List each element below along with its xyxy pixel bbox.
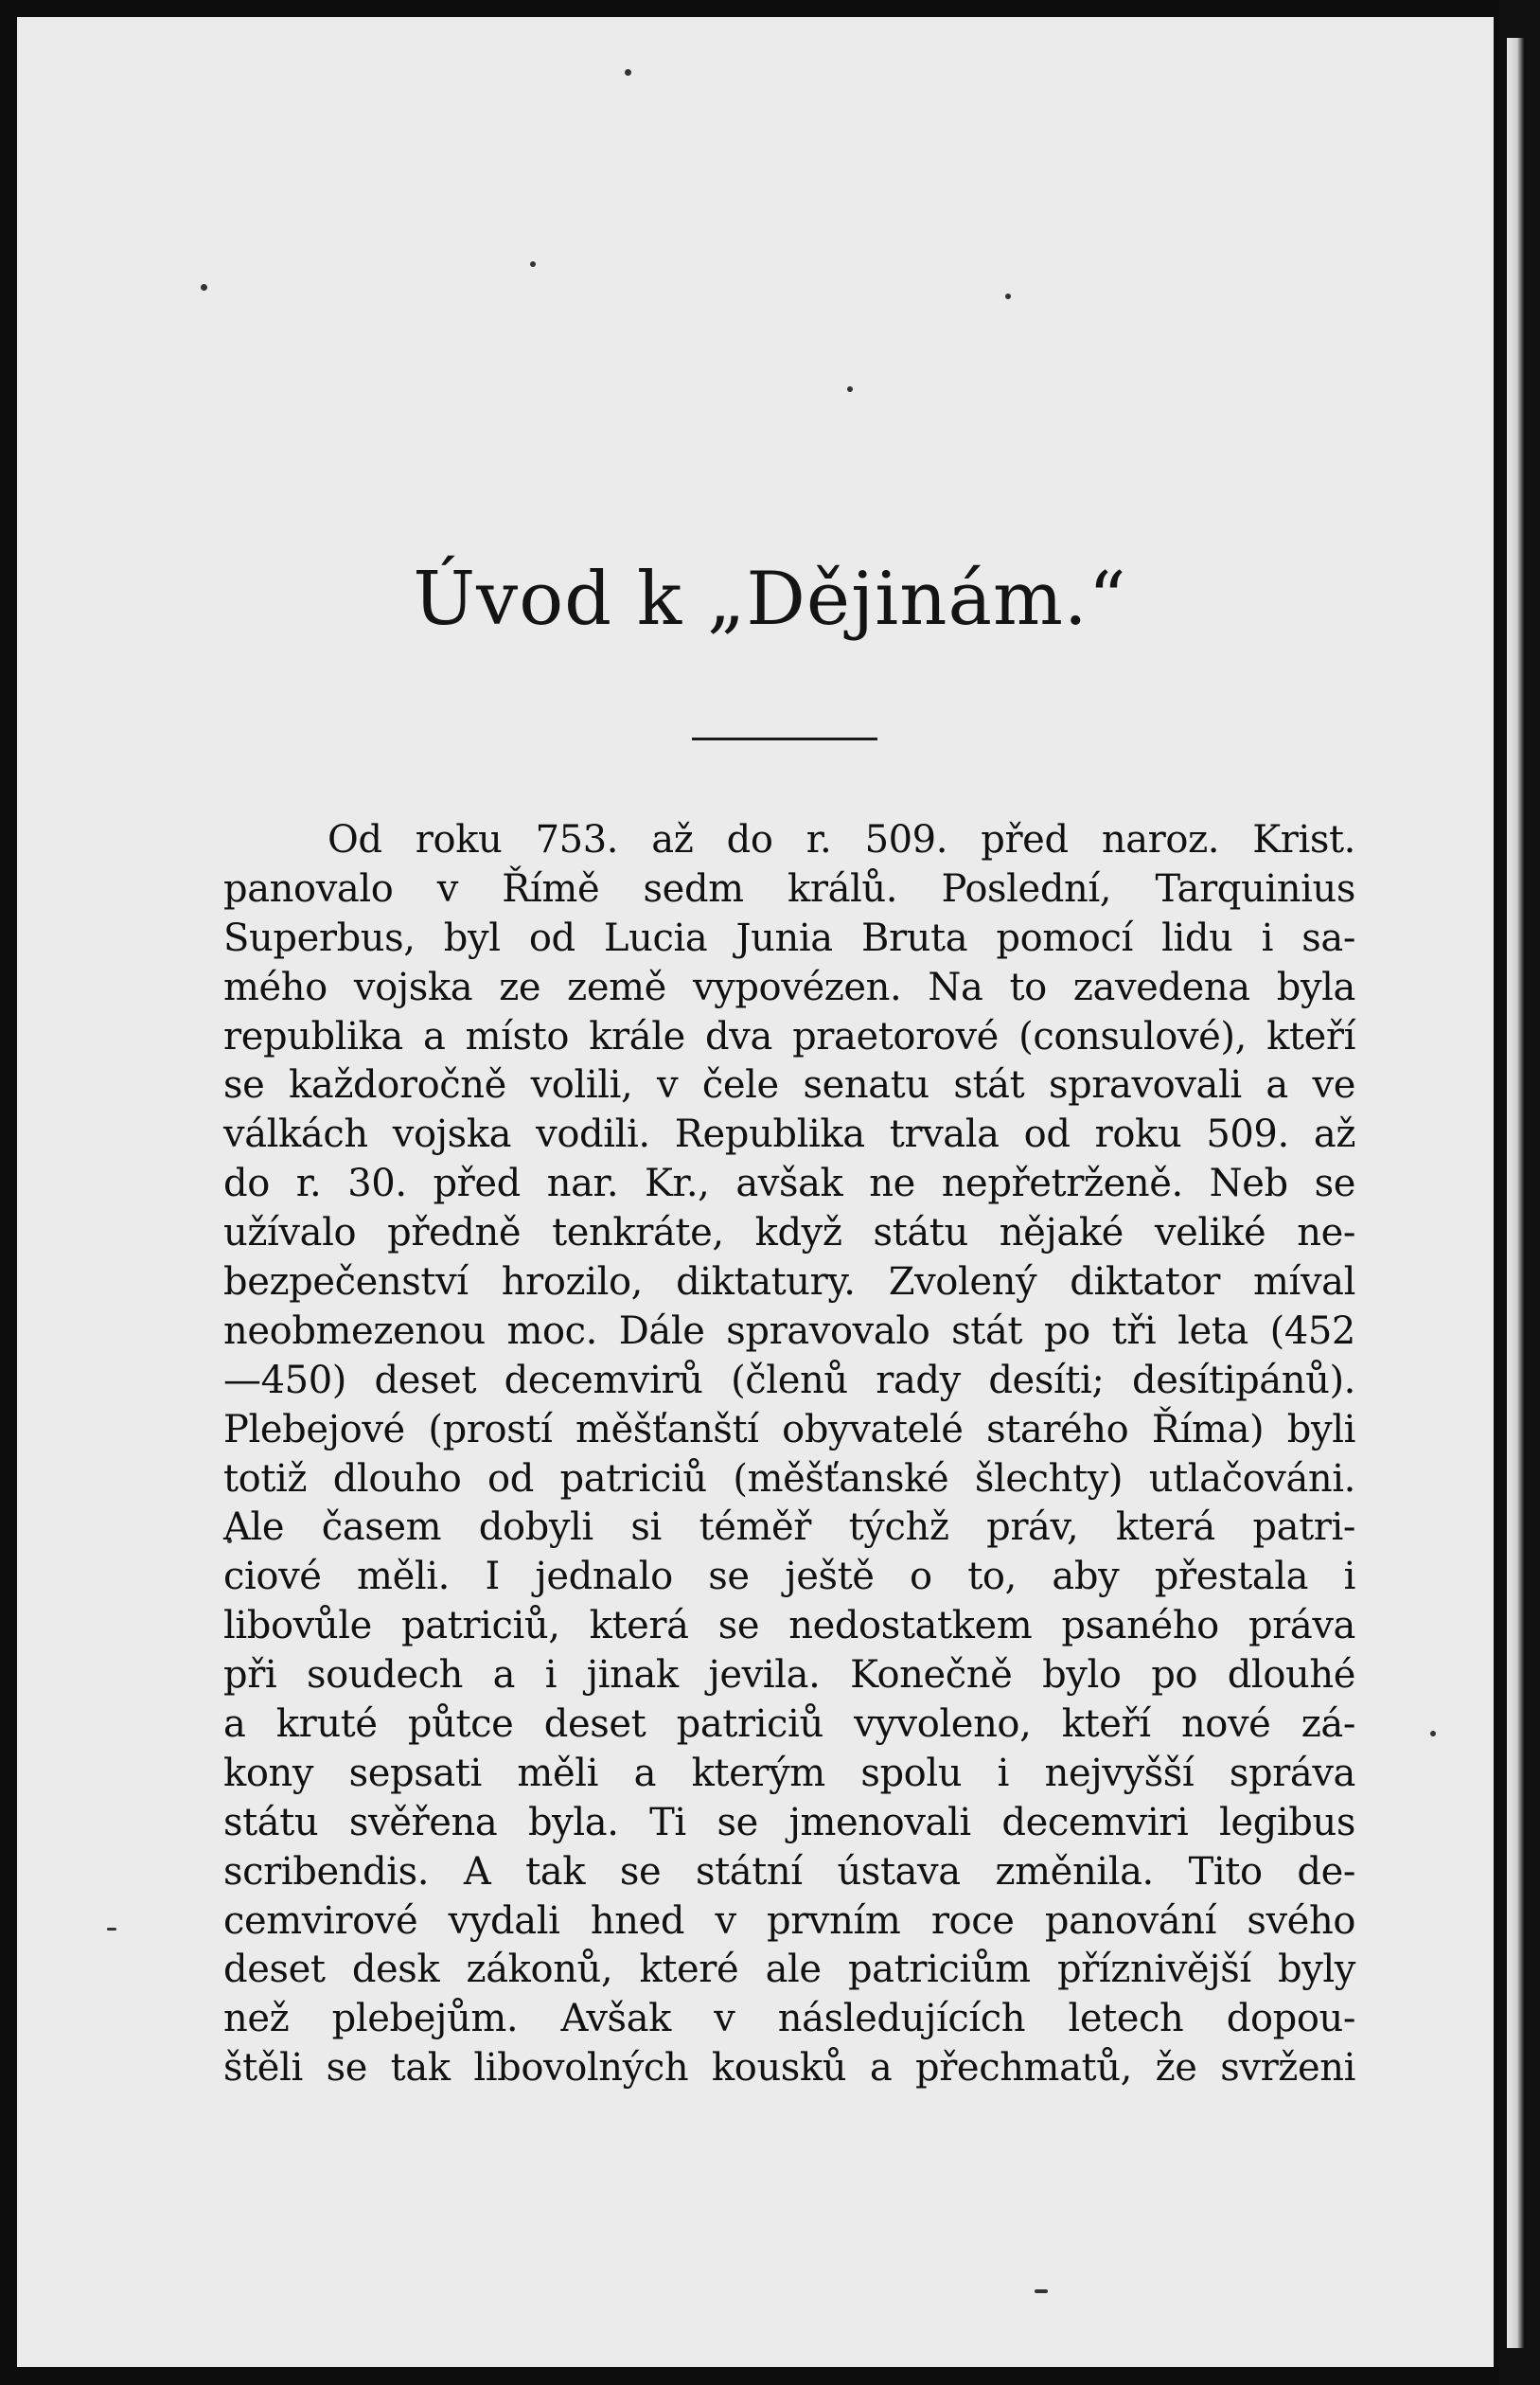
text-line: mého vojska ze země vypovézen. Na to zavedena byla bbox=[223, 965, 1355, 1009]
text-line: Ale časem dobyli si téměř týchž práv, která patri- bbox=[223, 1505, 1355, 1550]
scan-speck bbox=[1005, 294, 1011, 299]
text-line: neobmezenou moc. Dále spravovalo stát po tři leta (452 bbox=[223, 1308, 1355, 1353]
scan-speck bbox=[1430, 1731, 1436, 1736]
text-line: ciové měli. I jednalo se ještě o to, aby přestala i bbox=[223, 1555, 1355, 1599]
scan-speck bbox=[530, 261, 536, 267]
title-divider bbox=[692, 738, 877, 740]
text-line: cemvirové vydali hned v prvním roce panování svého bbox=[223, 1898, 1355, 1943]
next-page-edge bbox=[1507, 38, 1524, 2348]
text-line: užívalo předně tenkráte, když státu nějaké veliké ne- bbox=[223, 1211, 1355, 1255]
text-line: republika a místo krále dva praetorové (consulové), kteří bbox=[223, 1014, 1355, 1059]
scan-speck bbox=[847, 386, 853, 392]
text-line: —450) deset decemvirů (členů rady desíti; desítipánů). bbox=[223, 1358, 1355, 1402]
text-line: deset desk zákonů, které ale patriciům příznivější byly bbox=[223, 1948, 1355, 1992]
scan-speck bbox=[201, 284, 207, 291]
text-line: válkách vojska vodili. Republika trvala od roku 509. až bbox=[223, 1112, 1355, 1157]
text-line: Od roku 753. až do r. 509. před naroz. Krist. bbox=[327, 818, 1355, 862]
text-line: než plebejům. Avšak v následujících letech dopou- bbox=[223, 1997, 1355, 2041]
text-line: Superbus, byl od Lucia Junia Bruta pomocí lidu i sa- bbox=[223, 916, 1355, 960]
text-line: kony sepsati měli a kterým spolu i nejvyšší správa bbox=[223, 1751, 1355, 1795]
text-line: Plebejové (prostí měšťanští obyvatelé starého Říma) byli bbox=[223, 1407, 1355, 1451]
text-line: libovůle patriciů, která se nedostatkem psaného práva bbox=[223, 1604, 1355, 1648]
text-line: státu svěřena byla. Ti se jmenovali decemviri legibus bbox=[223, 1800, 1355, 1844]
text-line: se každoročně volili, v čele senatu stát spravovali a ve bbox=[223, 1063, 1355, 1108]
scan-speck bbox=[107, 1928, 116, 1931]
scan-speck bbox=[1035, 2289, 1048, 2293]
text-line: a kruté půtce deset patriciů vyvoleno, kteří nové zá- bbox=[223, 1702, 1355, 1747]
text-line: bezpečenství hrozilo, diktatury. Zvolený diktator míval bbox=[223, 1260, 1355, 1305]
scan-speck bbox=[625, 69, 631, 76]
text-line: panovalo v Římě sedm králů. Poslední, Tarquinius bbox=[223, 866, 1355, 911]
text-line: totiž dlouho od patriciů (měšťanské šlechty) utlačováni. bbox=[223, 1456, 1355, 1501]
text-line: štěli se tak libovolných kousků a přechmatů, že svrženi bbox=[223, 2046, 1355, 2091]
body-paragraph bbox=[223, 816, 1355, 2093]
text-line: při soudech a i jinak jevila. Konečně bylo po dlouhé bbox=[223, 1653, 1355, 1698]
page-title: Úvod k „Dějinám.“ bbox=[413, 557, 1127, 642]
text-line: do r. 30. před nar. Kr., avšak ne nepřetrženě. Neb se bbox=[223, 1162, 1355, 1206]
text-line: scribendis. A tak se státní ústava změnila. Tito de- bbox=[223, 1849, 1355, 1894]
